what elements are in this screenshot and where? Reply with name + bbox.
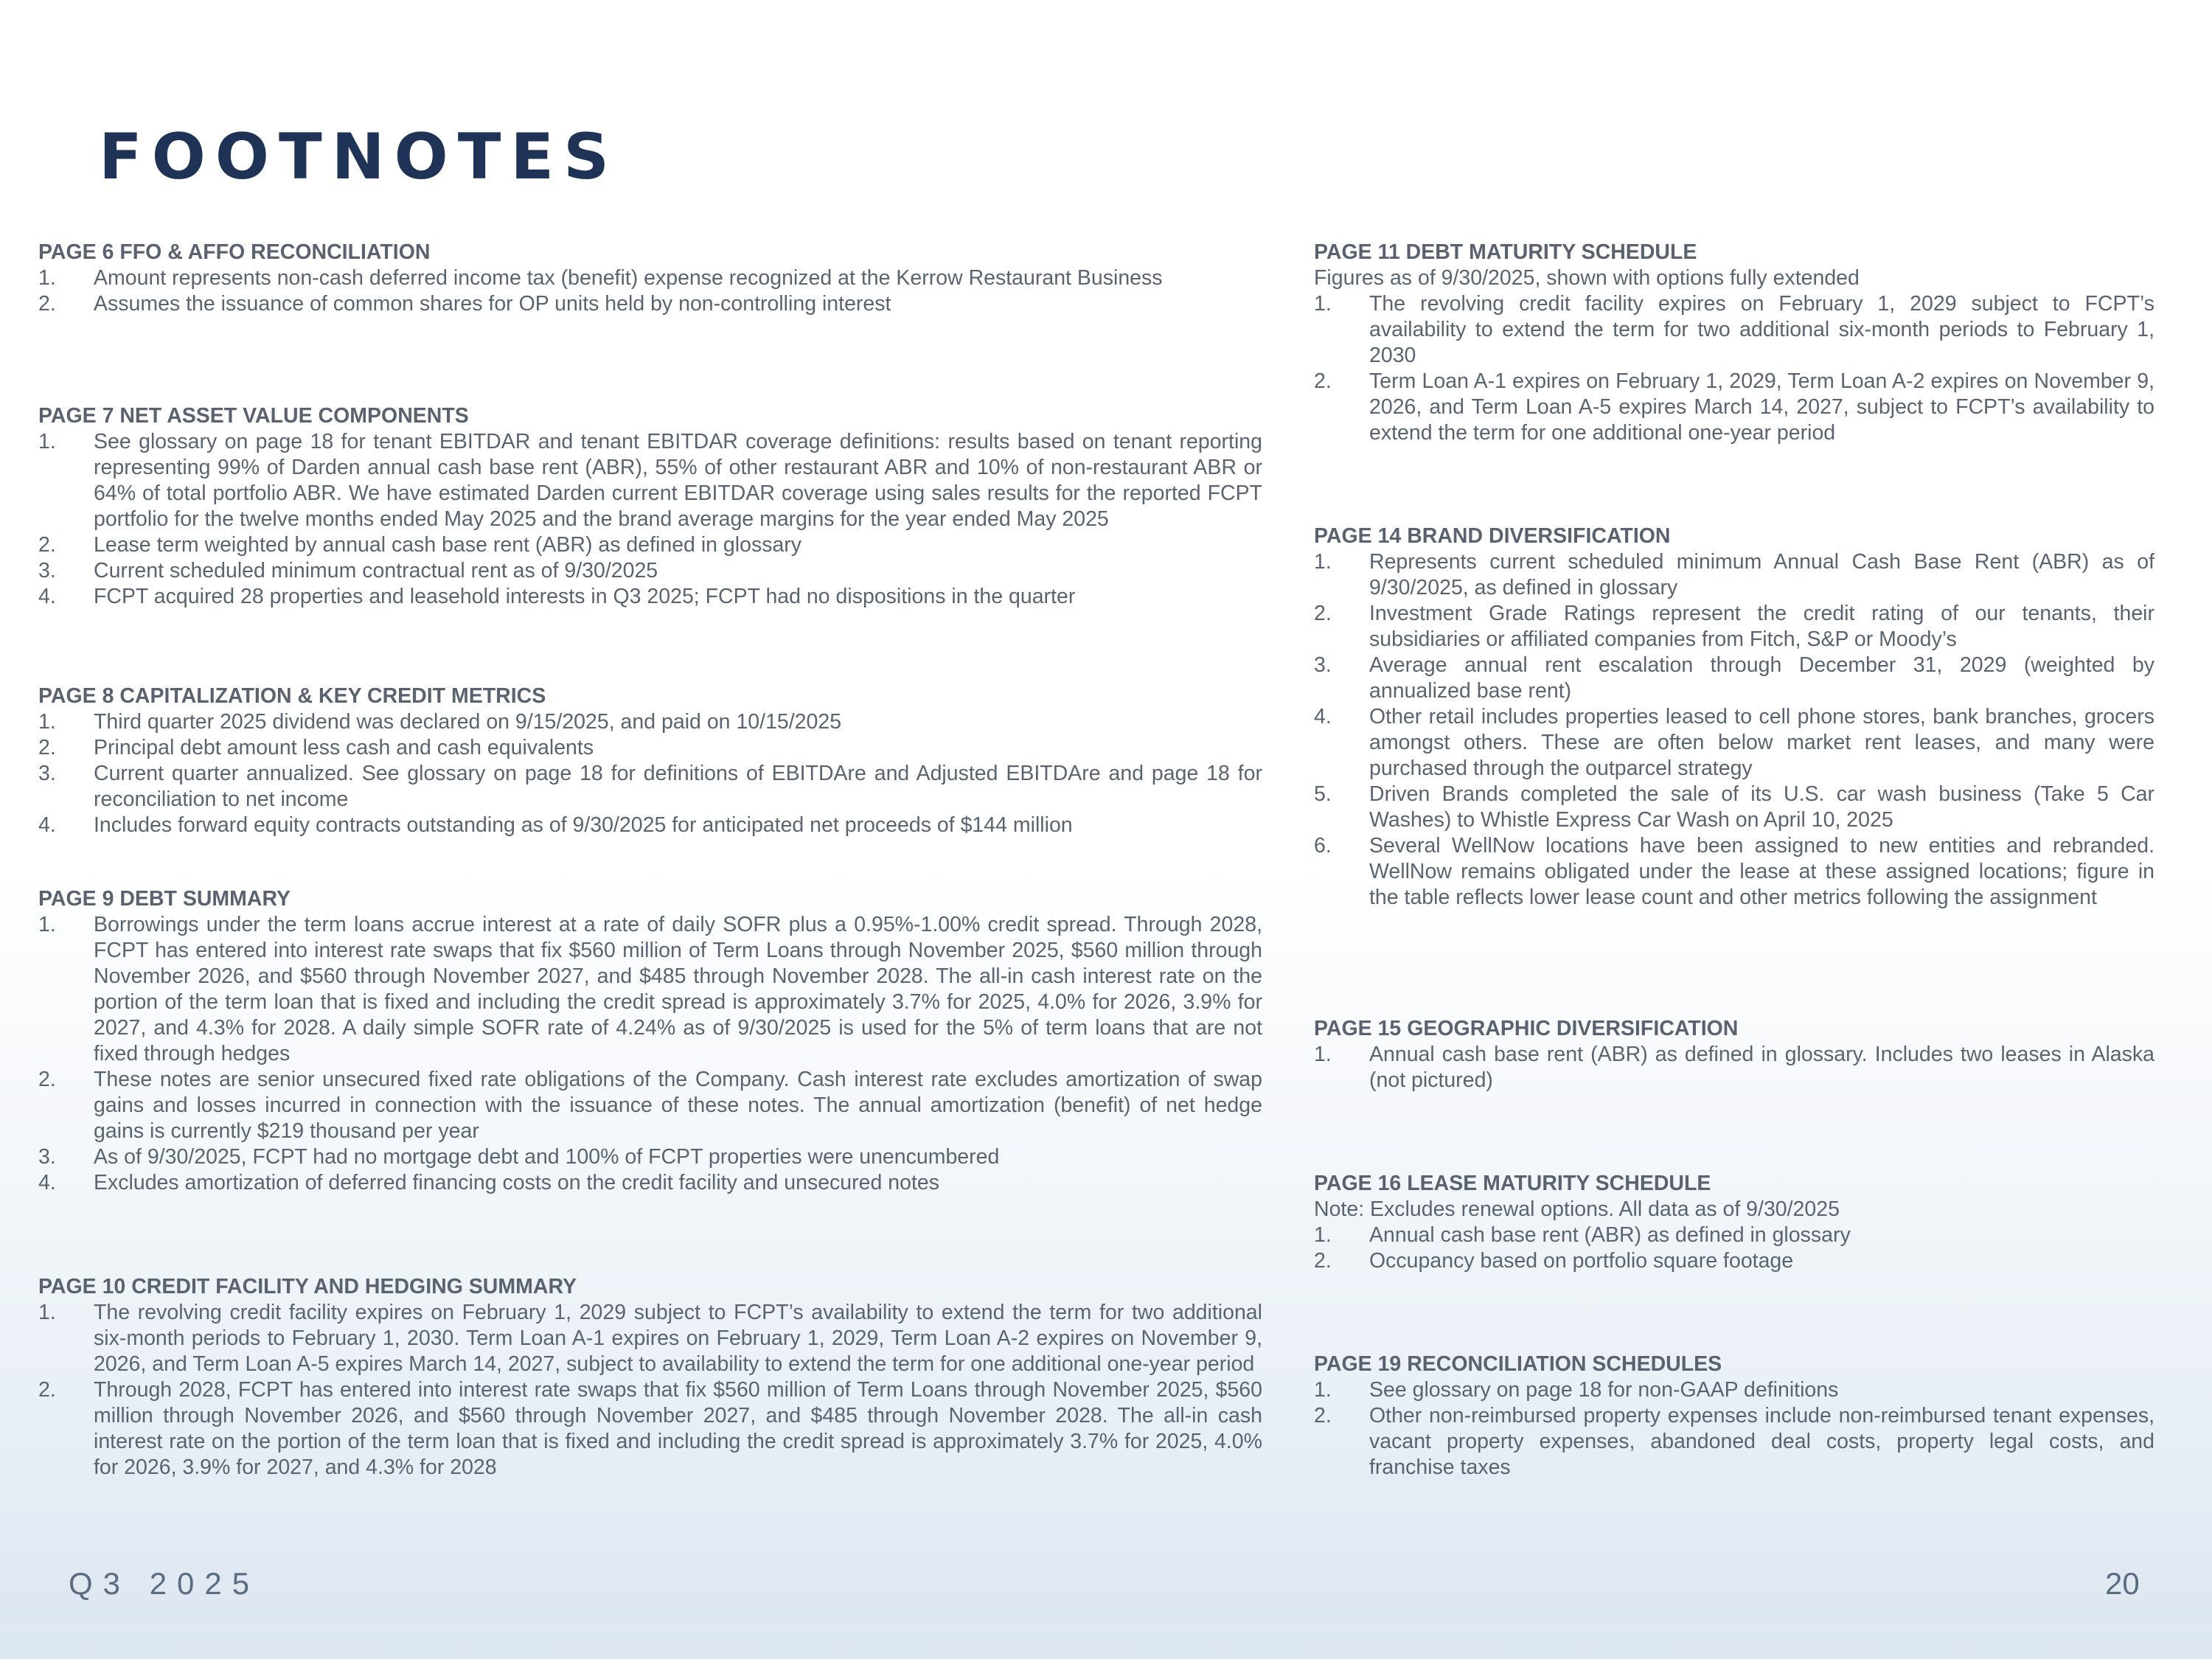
footnote-text: See glossary on page 18 for tenant EBITDAR and tenant EBITDAR coverage definitions: results based on tenant reporting representing 99% of Darden annual cash base rent (ABR), 55% of other restaurant ABR and 10% of non-restaurant ABR or 64% of total portfolio ABR. We have estimated Darden current EBITDAR coverage using sales results for the reported FCPT portfolio for the twelve months ended May 2025 and the brand average margins for the year ended May 2025 xyxy=(94,430,1262,531)
footnote-list xyxy=(38,1300,1262,1481)
footnote-text: Assumes the issuance of common shares for OP units held by non-controlling interest xyxy=(94,292,891,316)
footnote-item xyxy=(1314,549,2154,601)
footnote-section-page-11 xyxy=(1314,240,2154,446)
footnote-item xyxy=(1314,653,2154,704)
section-title: PAGE 9 DEBT SUMMARY xyxy=(38,887,291,911)
footnote-item xyxy=(38,532,1262,558)
footnote-number: 4. xyxy=(38,585,56,608)
footnote-number: 2. xyxy=(38,736,56,759)
footnote-number: 3. xyxy=(38,762,56,785)
footnote-item xyxy=(1314,782,2154,833)
footnote-number: 1. xyxy=(38,913,56,936)
footnote-number: 5. xyxy=(1314,782,1332,806)
footnote-text: Occupancy based on portfolio square footage xyxy=(1369,1249,1794,1273)
footnote-item xyxy=(38,813,1262,838)
footnote-item xyxy=(1314,1248,2154,1274)
section-title: PAGE 6 FFO & AFFO RECONCILIATION xyxy=(38,240,431,264)
footnote-number: 2. xyxy=(38,1378,56,1402)
section-title: PAGE 19 RECONCILIATION SCHEDULES xyxy=(1314,1352,1722,1376)
footnote-number: 1. xyxy=(38,710,56,734)
footnote-item xyxy=(1314,1377,2154,1403)
footnote-number: 2. xyxy=(38,1068,56,1091)
footer-quarter-label: Q3 2025 xyxy=(69,1566,260,1601)
footnote-section-page-19 xyxy=(1314,1352,2154,1481)
footnote-text: Through 2028, FCPT has entered into interest rate swaps that fix $560 million of Term Loans through November 2025, $560 million through November 2026, and $560 through November 2027, and $485 through November 2028. The all-in cash interest rate on the portion of the term loan that is fixed and including the credit spread is approximately 3.7% for 2025, 4.0% for 2026, 3.9% for 2027, and 4.3% for 2028 xyxy=(94,1378,1262,1479)
footnote-item xyxy=(38,558,1262,584)
footnote-section-page-6 xyxy=(38,240,1262,317)
footnote-item xyxy=(38,1170,1262,1196)
footnote-number: 4. xyxy=(38,813,56,837)
section-title: PAGE 15 GEOGRAPHIC DIVERSIFICATION xyxy=(1314,1017,1739,1040)
footnote-item xyxy=(1314,1222,2154,1248)
footnote-item xyxy=(38,1300,1262,1377)
footnote-item xyxy=(38,735,1262,761)
footnote-number: 2. xyxy=(1314,1249,1332,1273)
footnote-section-page-9 xyxy=(38,886,1262,1196)
footnote-text: Includes forward equity contracts outstanding as of 9/30/2025 for anticipated net proceeds of $144 million xyxy=(94,813,1073,837)
footnote-number: 2. xyxy=(38,533,56,557)
footnote-item xyxy=(38,584,1262,610)
footnote-text: Represents current scheduled minimum Annual Cash Base Rent (ABR) as of 9/30/2025, as defined in glossary xyxy=(1369,550,2154,599)
footnote-item xyxy=(38,1067,1262,1144)
footnote-list xyxy=(1314,1377,2154,1481)
footnote-number: 1. xyxy=(38,1301,56,1324)
footnote-item xyxy=(38,291,1262,317)
footnote-number: 1. xyxy=(1314,1378,1332,1402)
footnote-text: Several WellNow locations have been assigned to new entities and rebranded. WellNow remains obligated under the lease at these assigned locations; figure in the table reflects lower lease count and other metrics following the assignment xyxy=(1369,834,2154,909)
footnote-text: As of 9/30/2025, FCPT had no mortgage debt and 100% of FCPT properties were unencumbered xyxy=(94,1145,1000,1169)
footnote-list xyxy=(38,429,1262,610)
section-title: PAGE 14 BRAND DIVERSIFICATION xyxy=(1314,524,1671,548)
section-title: PAGE 10 CREDIT FACILITY AND HEDGING SUMMARY xyxy=(38,1275,577,1298)
footnote-number: 6. xyxy=(1314,834,1332,858)
footnote-text: Current scheduled minimum contractual rent as of 9/30/2025 xyxy=(94,559,658,582)
footnote-number: 3. xyxy=(1314,653,1332,677)
footnote-section-page-8 xyxy=(38,684,1262,838)
footnote-text: Other non-reimbursed property expenses include non-reimbursed tenant expenses, vacant property expenses, abandoned deal costs, property legal costs, and franchise taxes xyxy=(1369,1404,2154,1479)
footnote-text: The revolving credit facility expires on February 1, 2029 subject to FCPT’s availability to extend the term for two additional six-month periods to February 1, 2030. Term Loan A-1 expires on February 1, 2029, Term Loan A-2 expires on November 9, 2026, and Term Loan A-5 expires March 14, 2027, subject to availability to extend the term for one additional one-year period xyxy=(94,1301,1262,1376)
footnote-number: 3. xyxy=(38,1145,56,1169)
footnote-number: 1. xyxy=(1314,1223,1332,1247)
footnote-list xyxy=(1314,1222,2154,1274)
footnote-list xyxy=(1314,549,2154,911)
footnote-list xyxy=(38,709,1262,838)
footnote-text: The revolving credit facility expires on February 1, 2029 subject to FCPT’s availability to extend the term for two additional six-month periods to February 1, 2030 xyxy=(1369,292,2154,367)
footnote-text: Term Loan A-1 expires on February 1, 2029, Term Loan A-2 expires on November 9, 2026, and Term Loan A-5 expires March 14, 2027, subject to FCPT’s availability to extend the term for one additional one-year period xyxy=(1369,369,2154,445)
footnote-number: 3. xyxy=(38,559,56,582)
footnote-number: 2. xyxy=(1314,1404,1332,1427)
footnote-list xyxy=(38,912,1262,1196)
footnote-list xyxy=(1314,291,2154,446)
footnote-text: Annual cash base rent (ABR) as defined in glossary. Includes two leases in Alaska (not pictured) xyxy=(1369,1043,2154,1092)
footnote-item xyxy=(1314,1042,2154,1093)
footnote-text: Borrowings under the term loans accrue interest at a rate of daily SOFR plus a 0.95%-1.00% credit spread. Through 2028, FCPT has entered into interest rate swaps that fix $560 million of Term Loans through November 2025, $560 million through November 2026, and $560 through November 2027, and $485 through November 2028. The all-in cash interest rate on the portion of the term loan that is fixed and including the credit spread is approximately 3.7% for 2025, 4.0% for 2026, 3.9% for 2027, and 4.3% for 2028. A daily simple SOFR rate of 4.24% as of 9/30/2025 is used for the 5% of term loans that are not fixed through hedges xyxy=(94,913,1262,1065)
section-note: Note: Excludes renewal options. All data as of 9/30/2025 xyxy=(1314,1197,1840,1221)
footnote-text: Third quarter 2025 dividend was declared on 9/15/2025, and paid on 10/15/2025 xyxy=(94,710,842,734)
footnote-list xyxy=(38,265,1262,317)
footnote-number: 1. xyxy=(1314,550,1332,574)
section-title: PAGE 8 CAPITALIZATION & KEY CREDIT METRICS xyxy=(38,684,546,708)
footnote-number: 1. xyxy=(1314,1043,1332,1066)
page-title: FOOTNOTES xyxy=(99,120,619,194)
footnote-text: Principal debt amount less cash and cash equivalents xyxy=(94,736,594,759)
footnote-number: 1. xyxy=(38,266,56,290)
footnote-text: Current quarter annualized. See glossary on page 18 for definitions of EBITDAre and Adjusted EBITDAre and page 18 for reconciliation to net income xyxy=(94,762,1262,811)
footnote-number: 2. xyxy=(1314,602,1332,625)
footnote-number: 2. xyxy=(1314,369,1332,393)
footnote-number: 1. xyxy=(1314,292,1332,316)
footnote-item xyxy=(1314,291,2154,369)
footnote-section-page-14 xyxy=(1314,524,2154,911)
footnote-item xyxy=(38,709,1262,735)
section-title: PAGE 11 DEBT MATURITY SCHEDULE xyxy=(1314,240,1697,264)
footnote-item xyxy=(38,912,1262,1067)
footnote-text: Amount represents non-cash deferred income tax (benefit) expense recognized at the Kerrow Restaurant Business xyxy=(94,266,1163,290)
footnote-text: Driven Brands completed the sale of its U.S. car wash business (Take 5 Car Washes) to Whistle Express Car Wash on April 10, 2025 xyxy=(1369,782,2154,832)
footnote-item xyxy=(38,1144,1262,1170)
footnote-item xyxy=(38,265,1262,291)
section-title: PAGE 7 NET ASSET VALUE COMPONENTS xyxy=(38,404,469,428)
footnote-text: FCPT acquired 28 properties and leasehold interests in Q3 2025; FCPT had no dispositions in the quarter xyxy=(94,585,1076,608)
footnote-text: Average annual rent escalation through December 31, 2029 (weighted by annualized base rent) xyxy=(1369,653,2154,703)
footnote-text: Investment Grade Ratings represent the credit rating of our tenants, their subsidiaries or affiliated companies from Fitch, S&P or Moody’s xyxy=(1369,602,2154,651)
footnote-item xyxy=(38,1377,1262,1481)
footnote-item xyxy=(1314,1403,2154,1481)
footnote-text: See glossary on page 18 for non-GAAP definitions xyxy=(1369,1378,1839,1402)
footnote-item xyxy=(38,429,1262,532)
footnote-item xyxy=(38,761,1262,813)
section-note: Figures as of 9/30/2025, shown with options fully extended xyxy=(1314,266,1860,290)
footnote-list xyxy=(1314,1042,2154,1093)
footnote-number: 4. xyxy=(1314,705,1332,728)
page-number: 20 xyxy=(2105,1566,2140,1601)
footnote-text: Excludes amortization of deferred financing costs on the credit facility and unsecured notes xyxy=(94,1171,939,1194)
footnote-number: 4. xyxy=(38,1171,56,1194)
footnote-text: Annual cash base rent (ABR) as defined in glossary xyxy=(1369,1223,1851,1247)
footnote-item xyxy=(1314,833,2154,911)
footnote-section-page-16 xyxy=(1314,1171,2154,1274)
footnote-item xyxy=(1314,601,2154,653)
footnote-item xyxy=(1314,369,2154,446)
footnote-item xyxy=(1314,704,2154,782)
footnote-text: Lease term weighted by annual cash base rent (ABR) as defined in glossary xyxy=(94,533,802,557)
section-title: PAGE 16 LEASE MATURITY SCHEDULE xyxy=(1314,1172,1711,1195)
footnote-number: 2. xyxy=(38,292,56,316)
footnote-section-page-7 xyxy=(38,403,1262,610)
footnote-text: These notes are senior unsecured fixed rate obligations of the Company. Cash interest rate excludes amortization of swap gains and losses incurred in connection with the issuance of these notes. The annual amortization (benefit) of net hedge gains is currently $219 thousand per year xyxy=(94,1068,1262,1143)
footnote-section-page-15 xyxy=(1314,1016,2154,1093)
footnote-number: 1. xyxy=(38,430,56,453)
footnote-section-page-10 xyxy=(38,1274,1262,1481)
footnote-text: Other retail includes properties leased to cell phone stores, bank branches, grocers amongst others. These are often below market rent leases, and many were purchased through the outparcel strategy xyxy=(1369,705,2154,780)
